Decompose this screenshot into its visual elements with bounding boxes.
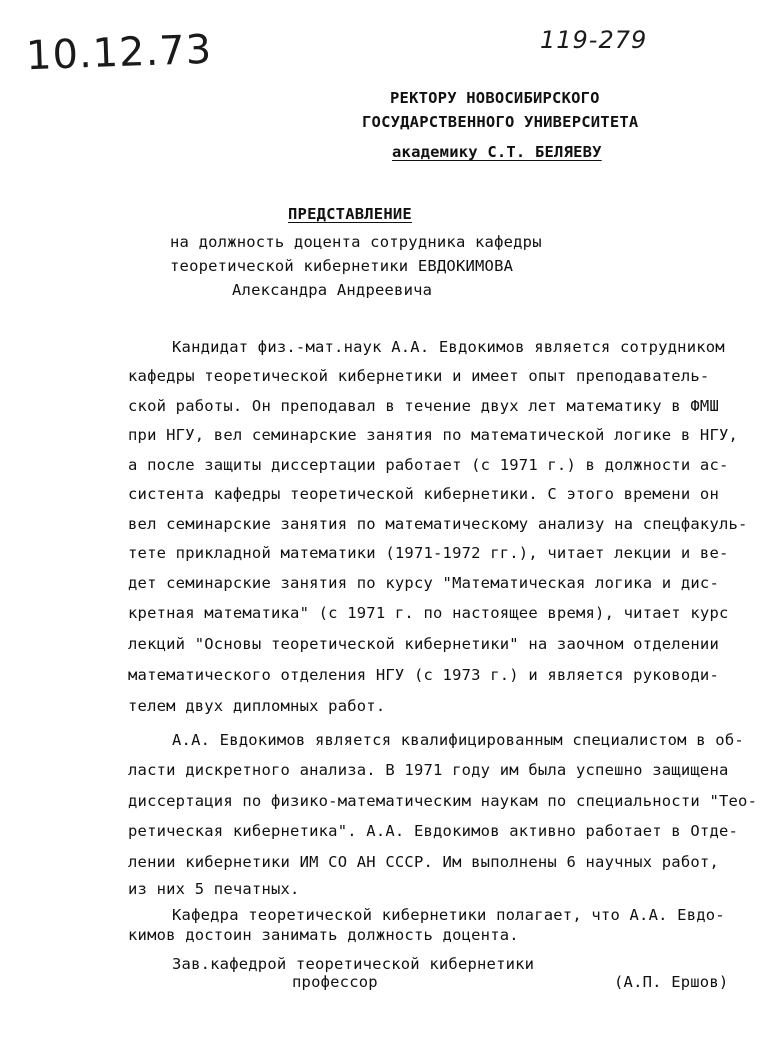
addressee-line-1: РЕКТОРУ НОВОСИБИРСКОГО: [390, 89, 600, 107]
body-line: из них 5 печатных.: [128, 880, 300, 898]
body-line: систента кафедры теоретической кибернетики. С этого времени он: [128, 485, 719, 503]
addressee-line-3: академику С.Т. БЕЛЯЕВУ: [392, 143, 602, 161]
body-line: лении кибернетики ИМ СО АН СССР. Им выполнены 6 научных работ,: [128, 853, 719, 871]
body-line: вел семинарские занятия по математическому анализу на спецфакуль-: [128, 515, 748, 533]
handwritten-reference-number: 119-279: [540, 26, 648, 54]
body-line: тете прикладной математики (1971-1972 гг.), читает лекции и ве-: [128, 544, 729, 562]
signature-position: Зав.кафедрой теоретической кибернетики: [172, 955, 535, 973]
body-line: кафедры теоретической кибернетики и имеет опыт преподаватель-: [128, 367, 710, 385]
body-line: телем двух дипломных работ.: [128, 697, 386, 715]
body-line: диссертация по физико-математическим наукам по специальности "Тео-: [128, 792, 758, 810]
signature-name: (А.П. Ершов): [614, 973, 729, 991]
body-line: Кафедра теоретической кибернетики полагает, что А.А. Евдо-: [172, 906, 725, 924]
body-line: ласти дискретного анализа. В 1971 году им была успешно защищена: [128, 761, 729, 779]
body-line: лекций "Основы теоретической кибернетики" на заочном отделении: [128, 635, 719, 653]
heading-subline-1: на должность доцента сотрудника кафедры: [170, 233, 542, 251]
body-line: ской работы. Он преподавал в течение двух лет математику в ФМШ: [128, 397, 719, 415]
heading-subline-2: теоретической кибернетики ЕВДОКИМОВА: [170, 257, 514, 275]
body-line: а после защиты диссертации работает (с 1971 г.) в должности ас-: [128, 456, 729, 474]
handwritten-date: 10.12.73: [25, 26, 213, 80]
body-line: кимов достоин занимать должность доцента.: [128, 926, 519, 944]
body-line: дет семинарские занятия по курсу "Математическая логика и дис-: [128, 574, 719, 592]
document-title: ПРЕДСТАВЛЕНИЕ: [288, 205, 412, 223]
body-line: кретная математика" (с 1971 г. по настоящее время), читает курс: [128, 604, 729, 622]
body-line: при НГУ, вел семинарские занятия по математической логике в НГУ,: [128, 426, 739, 444]
body-line: Кандидат физ.-мат.наук А.А. Евдокимов является сотрудником: [172, 338, 725, 356]
body-line: А.А. Евдокимов является квалифицированным специалистом в об-: [172, 731, 744, 749]
body-line: математического отделения НГУ (с 1973 г.) и является руководи-: [128, 666, 719, 684]
heading-subline-3: Александра Андреевича: [232, 281, 433, 299]
signature-title: профессор: [292, 973, 378, 991]
body-line: ретическая кибернетика". А.А. Евдокимов активно работает в Отде-: [128, 822, 739, 840]
addressee-line-2: ГОСУДАРСТВЕННОГО УНИВЕРСИТЕТА: [362, 113, 639, 131]
